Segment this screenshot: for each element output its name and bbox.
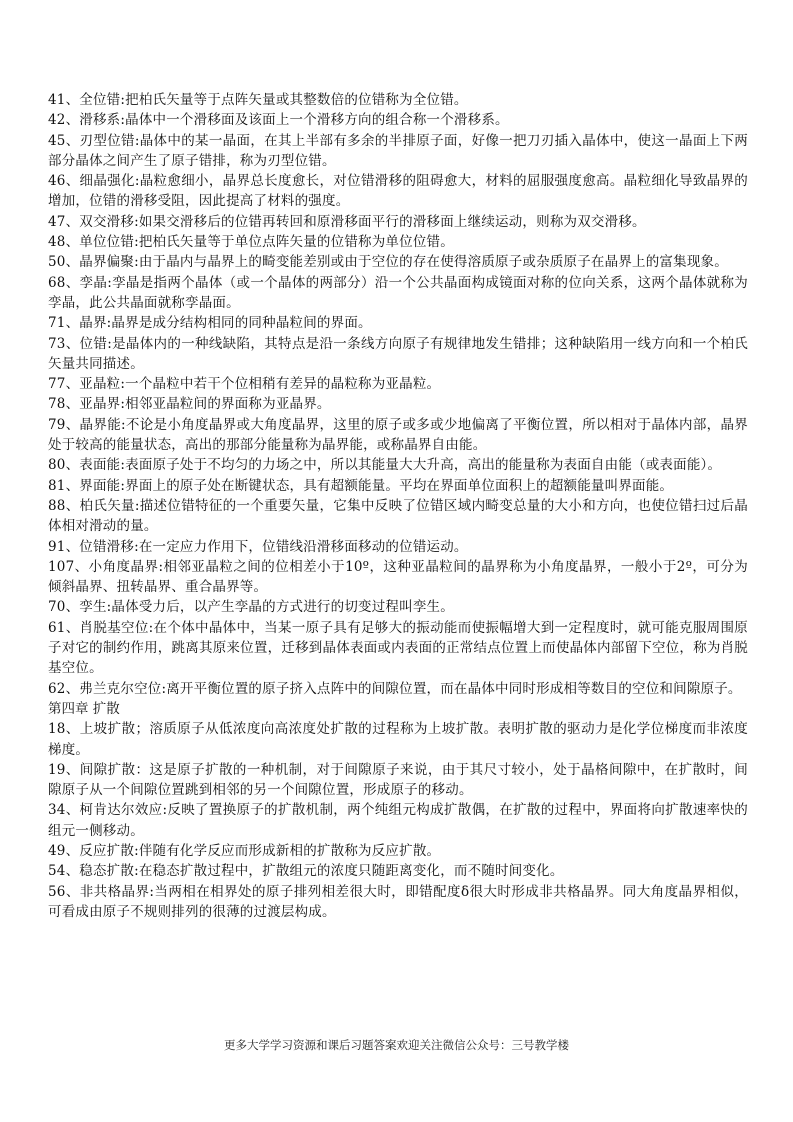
entry-56-incoherent-boundary: 56、非共格晶界:当两相在相界处的原子排列相差很大时，即错配度δ很大时形成非共格晶界。同大角度晶界相似，可看成由原子不规则排列的很薄的过渡层构成。 <box>48 883 748 920</box>
entry-42-slip-system: 42、滑移系:晶体中一个滑移面及该面上一个滑移方向的组合称一个滑移系。 <box>48 112 509 129</box>
entry-71-grain-boundary: 71、晶界:晶界是成分结构相同的同种晶粒间的界面。 <box>48 315 372 332</box>
entry-48-unit-dislocation: 48、单位位错:把柏氏矢量等于单位点阵矢量的位错称为单位位错。 <box>48 234 454 251</box>
entry-73-dislocation: 73、位错:是晶体内的一种线缺陷，其特点是沿一条线方向原子有规律地发生错排；这种缺陷用一线方向和一个柏氏矢量共同描述。 <box>48 335 748 372</box>
entry-91-dislocation-slip: 91、位错滑移:在一定应力作用下，位错线沿滑移面移动的位错运动。 <box>48 538 468 555</box>
entry-50-grain-boundary-segregation: 50、晶界偏聚:由于晶内与晶界上的畸变能差别或由于空位的存在使得溶质原子或杂质原子在晶界上的富集现象。 <box>48 254 728 271</box>
entry-46-grain-refinement: 46、细晶强化:晶粒愈细小，晶界总长度愈长，对位错滑移的阻碍愈大，材料的屈服强度愈高。晶粒细化导致晶界的增加，位错的滑移受阻，因此提高了材料的强度。 <box>48 173 748 210</box>
entry-88-burgers-vector: 88、柏氏矢量:描述位错特征的一个重要矢量，它集中反映了位错区域内畸变总量的大小和方向，也使位错扫过后晶体相对滑动的量。 <box>48 497 748 535</box>
entry-68-twin: 68、孪晶:孪晶是指两个晶体（或一个晶体的两部分）沿一个公共晶面构成镜面对称的位向关系，这两个晶体就称为孪晶，此公共晶面就称孪晶面。 <box>48 274 748 311</box>
entry-45-edge-dislocation: 45、刃型位错:晶体中的某一晶面，在其上半部有多余的半排原子面，好像一把刀刃插入晶体中，使这一晶面上下两部分晶体之间产生了原子错排，称为刃型位错。 <box>48 132 748 169</box>
document-body <box>48 90 748 922</box>
entry-61-schottky-vacancy: 61、肖脱基空位:在个体中晶体中，当某一原子具有足够大的振动能而使振幅增大到一定程度时，就可能克服周围原子对它的制约作用，跳离其原来位置，迁移到晶体表面或内表面的正常结点位置上而使晶体内部留下空位，称为肖脱基空位。 <box>48 619 748 677</box>
entry-62-frenkel-vacancy: 62、弗兰克尔空位:离开平衡位置的原子挤入点阵中的间隙位置，而在晶体中同时形成相等数目的空位和间隙原子。 <box>48 680 742 697</box>
entry-49-reactive-diffusion: 49、反应扩散:伴随有化学反应而形成新相的扩散称为反应扩散。 <box>48 842 441 859</box>
entry-19-interstitial-diffusion: 19、间隙扩散：这是原子扩散的一种机制，对于间隙原子来说，由于其尺寸较小，处于晶格间隙中，在扩散时，间隙原子从一个间隙位置跳到相邻的另一个间隙位置，形成原子的移动。 <box>48 761 748 799</box>
chapter-heading: 第四章 扩散 <box>48 700 120 717</box>
entry-18-uphill-diffusion: 18、上坡扩散；溶质原子从低浓度向高浓度处扩散的过程称为上坡扩散。表明扩散的驱动力是化学位梯度而非浓度梯度。 <box>48 721 748 758</box>
entry-79-grain-boundary-energy: 79、晶界能:不论是小角度晶界或大角度晶界，这里的原子或多或少地偏离了平衡位置，所以相对于晶体内部，晶界处于较高的能量状态，高出的那部分能量称为晶界能，或称晶界自由能。 <box>48 416 748 454</box>
entry-54-steady-state-diffusion: 54、稳态扩散:在稳态扩散过程中，扩散组元的浓度只随距离变化，而不随时间变化。 <box>48 863 564 880</box>
entry-41-full-dislocation: 41、全位错:把柏氏矢量等于点阵矢量或其整数倍的位错称为全位错。 <box>48 92 468 108</box>
entry-34-kirkendall-effect: 34、柯肯达尔效应:反映了置换原子的扩散机制，两个纯组元构成扩散偶，在扩散的过程中，界面将向扩散速率快的组元一侧移动。 <box>48 802 748 839</box>
entry-80-surface-energy: 80、表面能:表面原子处于不均匀的力场之中，所以其能量大大升高，高出的能量称为表面自由能（或表面能）。 <box>48 457 722 474</box>
entry-77-subgrain: 77、亚晶粒:一个晶粒中若干个位相稍有差异的晶粒称为亚晶粒。 <box>48 376 441 393</box>
footer-note: 更多大学学习资源和课后习题答案欢迎关注微信公众号：三号教学楼 <box>224 1038 569 1052</box>
entry-107-low-angle-boundary: 107、小角度晶界:相邻亚晶粒之间的位相差小于10º，这种亚晶粒间的晶界称为小角度晶界，一般小于2º，可分为倾斜晶界、扭转晶界、重合晶界等。 <box>48 558 748 596</box>
entry-70-twinning: 70、孪生:晶体受力后，以产生孪晶的方式进行的切变过程叫孪生。 <box>48 599 454 616</box>
entry-81-interface-energy: 81、界面能:界面上的原子处在断键状态，具有超额能量。平均在界面单位面积上的超额能量叫界面能。 <box>48 477 674 494</box>
entry-78-subgrain-boundary: 78、亚晶界:相邻亚晶粒间的界面称为亚晶界。 <box>48 396 331 413</box>
entry-47-double-cross-slip: 47、双交滑移:如果交滑移后的位错再转回和原滑移面平行的滑移面上继续运动，则称为双交滑移。 <box>48 213 646 230</box>
